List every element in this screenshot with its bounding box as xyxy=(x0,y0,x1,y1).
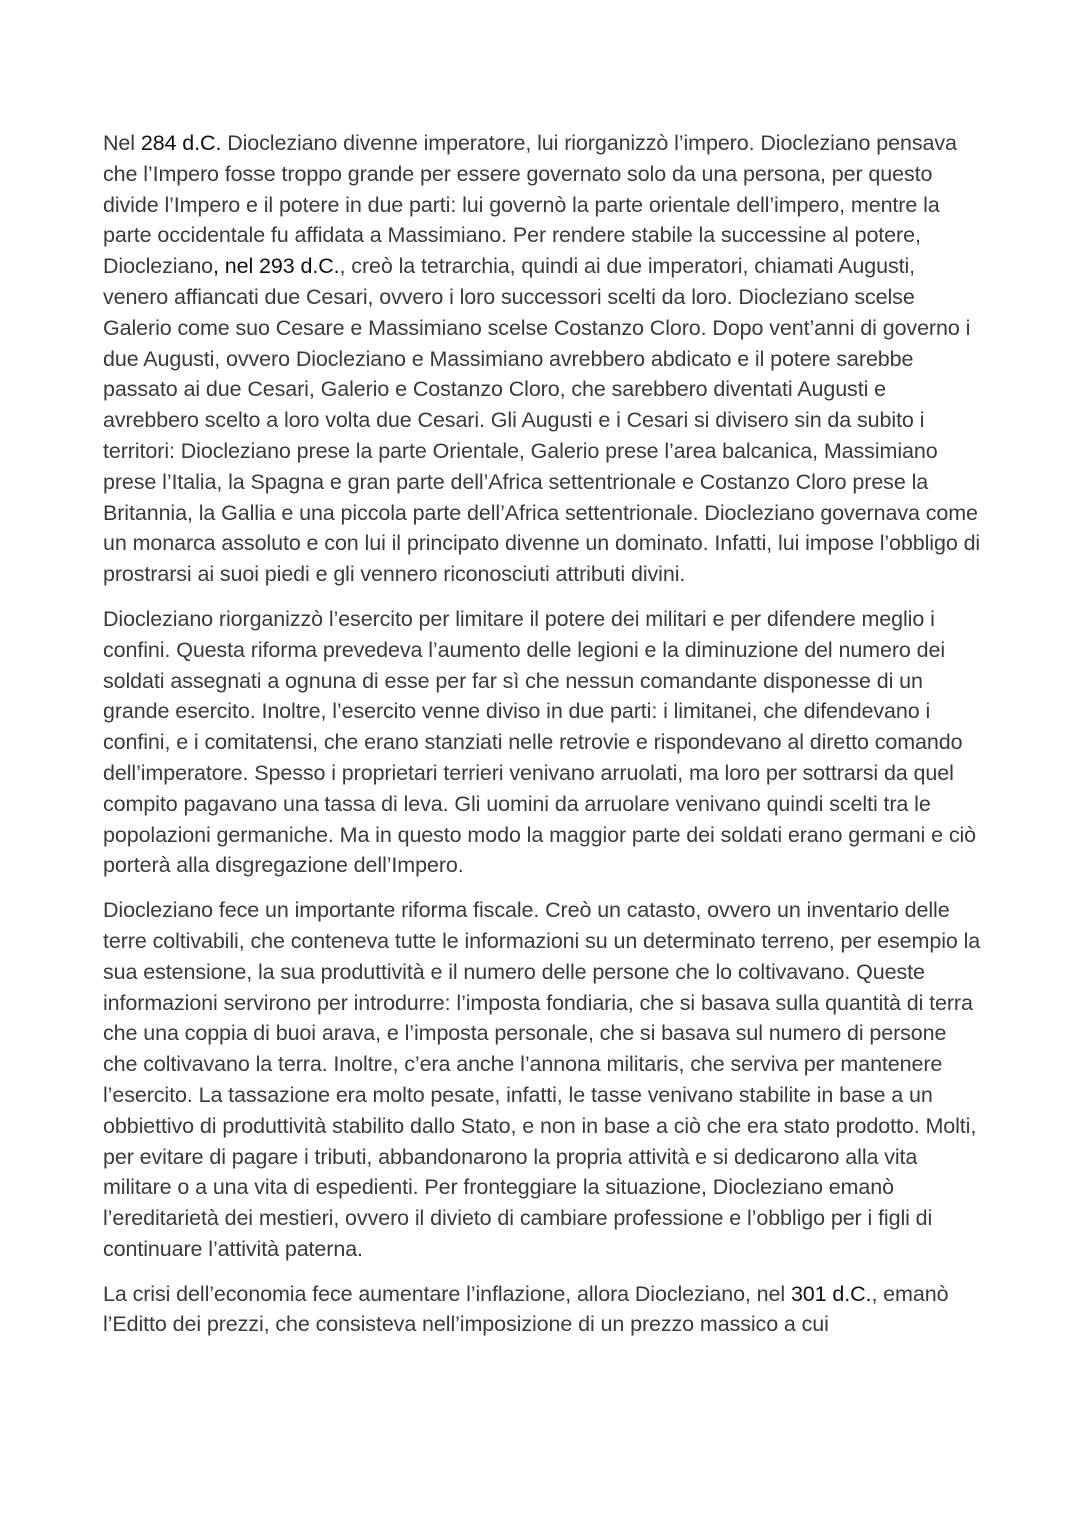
text-segment: La crisi dell’economia fece aumentare l’inflazione, allora Diocleziano, nel xyxy=(103,1281,791,1306)
document-body xyxy=(103,128,983,1340)
text-segment: , emanò l’Editto dei prezzi, che consisteva nell’imposizione di un prezzo massico a cui xyxy=(103,1281,949,1337)
text-segment: Diocleziano fece un importante riforma fiscale. Creò un catasto, ovvero un inventario delle terre coltivabili, che conteneva tutte le informazioni su un determinato terreno, per esempio la sua estensione, la sua produttività e il numero delle persone che lo coltivavano. Queste informazioni servirono per introdurre: l’imposta fondiaria, che si basava sulla quantità di terra che una coppia di buoi arava, e l’imposta personale, che si basava sul numero di persone che coltivavano la terra. Inoltre, c’era anche l’annona militaris, che serviva per mantenere l’esercito. La tassazione era molto pesate, infatti, le tasse venivano stabilite in base a un obbiettivo di produttività stabilito dallo Stato, e non in base a ciò che era stato prodotto. Molti, per evitare di pagare i tributi, abbandonarono la propria attività e si dedicarono alla vita militare o a una vita di espedienti. Per fronteggiare la situazione, Diocleziano emanò l’ereditarietà dei mestieri, ovvero il divieto di cambiare professione e l’obbligo per i figli di continuare l’attività paterna. xyxy=(103,898,981,1261)
date-highlight: 301 d.C. xyxy=(790,1281,872,1306)
paragraph-price-edict xyxy=(103,1279,983,1341)
paragraph-army-reform xyxy=(103,604,983,881)
text-segment: Diocleziano riorganizzò l’esercito per limitare il potere dei militari e per difendere meglio i confini. Questa riforma prevedeva l’aumento delle legioni e la diminuzione del numero dei soldati assegnati a ognuna di esse per far sì che nessun comandante disponesse di un grande esercito. Inoltre, l’esercito venne diviso in due parti: i limitanei, che difendevano i confini, e i comitatensi, che erano stanziati nelle retrovie e rispondevano al diretto comando dell’imperatore. Spesso i proprietari terrieri venivano arruolati, ma loro per sottrarsi da quel compito pagavano una tassa di leva. Gli uomini da arruolare venivano quindi scelti tra le popolazioni germaniche. Ma in questo modo la maggior parte dei soldati erano germani e ciò porterà alla disgregazione dell’Impero. xyxy=(103,606,977,878)
date-highlight: , nel 293 d.C. xyxy=(213,254,340,279)
date-highlight: 284 d.C. xyxy=(140,131,222,155)
text-segment: Nel xyxy=(103,131,141,155)
paragraph-tetrarchy xyxy=(103,128,983,590)
paragraph-fiscal-reform xyxy=(103,895,983,1265)
text-segment: , creò la tetrarchia, quindi ai due imperatori, chiamati Augusti, venero affiancati due Cesari, ovvero i loro successori scelti da loro. Diocleziano scelse Galerio come suo Cesare e Massimiano scelse Costanzo Cloro. Dopo vent’anni di governo i due Augusti, ovvero Diocleziano e Massimiano avrebbero abdicato e il potere sarebbe passato ai due Cesari, Galerio e Costanzo Cloro, che sarebbero diventati Augusti e avrebbero scelto a loro volta due Cesari. Gli Augusti e i Cesari si divisero sin da subito i territori: Diocleziano prese la parte Orientale, Galerio prese l’area balcanica, Massimiano prese l’Italia, la Spagna e gran parte dell’Africa settentrionale e Costanzo Cloro prese la Britannia, la Gallia e una piccola parte dell’Africa settentrionale. Diocleziano governava come un monarca assoluto e con lui il principato divenne un dominato. Infatti, lui impose l’obbligo di prostrarsi ai suoi piedi e gli vennero riconosciuti attributi divini. xyxy=(103,254,981,587)
text-segment: Diocleziano divenne imperatore, lui riorganizzò l’impero. Diocleziano pensava che l’Impero fosse troppo grande per essere governato solo da una persona, per questo divide l’Impero e il potere in due parti: lui governò la parte orientale dell’impero, mentre la parte occidentale fu affidata a Massimiano. Per rendere stabile la successine al potere, Diocleziano xyxy=(103,131,957,279)
